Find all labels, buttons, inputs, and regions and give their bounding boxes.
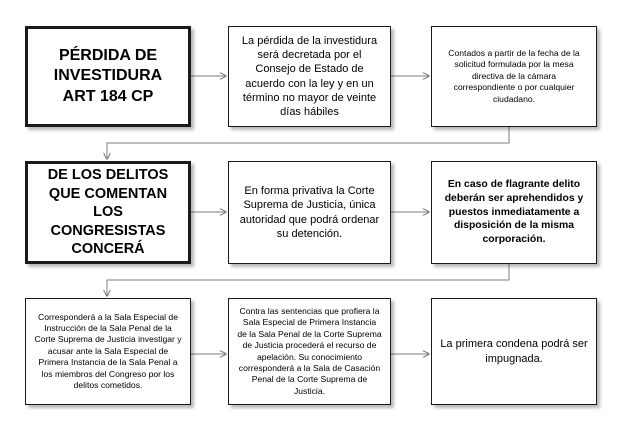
arrow-row1-to-row2: [107, 127, 509, 159]
box-text: La pérdida de la investidura será decretada por el Consejo de Estado de acuerdo con la ley y en un término no mayor de veinte días hábiles: [241, 34, 378, 119]
box-text: En caso de flagrante delito deberán ser aprehendidos y puestos inmediatamente a disposición de la misma corporación.: [444, 178, 584, 246]
box-text: Contra las sentencias que profiera la Sala Especial de Primera Instancia de la Sala Penal de la Corte Suprema de Justicia procederá el recurso de apelación. Su conocimiento corresponderá a la Sala de Casación Penal de la Corte Suprema de Justicia.: [237, 305, 382, 396]
box-contados-a-partir: [431, 26, 597, 127]
title-text: PÉRDIDA DE INVESTIDURA ART 184 CP: [53, 46, 163, 105]
box-flagrante-delito: [431, 161, 597, 264]
box-consejo-estado: [228, 26, 391, 127]
box-recurso-apelacion: [228, 298, 391, 405]
arrow-row2-to-row3: [107, 264, 509, 296]
box-text: La primera condena podrá ser impugnada.: [440, 338, 588, 365]
box-primera-condena: [431, 298, 597, 405]
title-text: DE LOS DELITOS QUE COMENTAN LOS CONGRESISTAS CONCERÁ: [47, 167, 169, 258]
title-box-perdida-investidura: [25, 26, 191, 127]
box-corte-suprema: [228, 161, 391, 264]
box-sala-especial-instruccion: [25, 298, 191, 405]
box-text: Contados a partir de la fecha de la solicitud formulada por la mesa directiva de la cámara correspondiente o por cualquier ciudadano.: [448, 47, 580, 104]
box-text: Corresponderá a la Sala Especial de Instrucción de la Sala Penal de la Corte Suprema de Justicia investigar y acusar ante la Sala Especial de Primera Instancia de la Sala Penal a los miembros del Congreso por los delitos cometidos.: [34, 311, 182, 391]
title-box-delitos-congresistas: [25, 161, 191, 264]
box-text: En forma privativa la Corte Suprema de Justicia, única autoridad que podrá ordenar su detención.: [239, 184, 380, 240]
